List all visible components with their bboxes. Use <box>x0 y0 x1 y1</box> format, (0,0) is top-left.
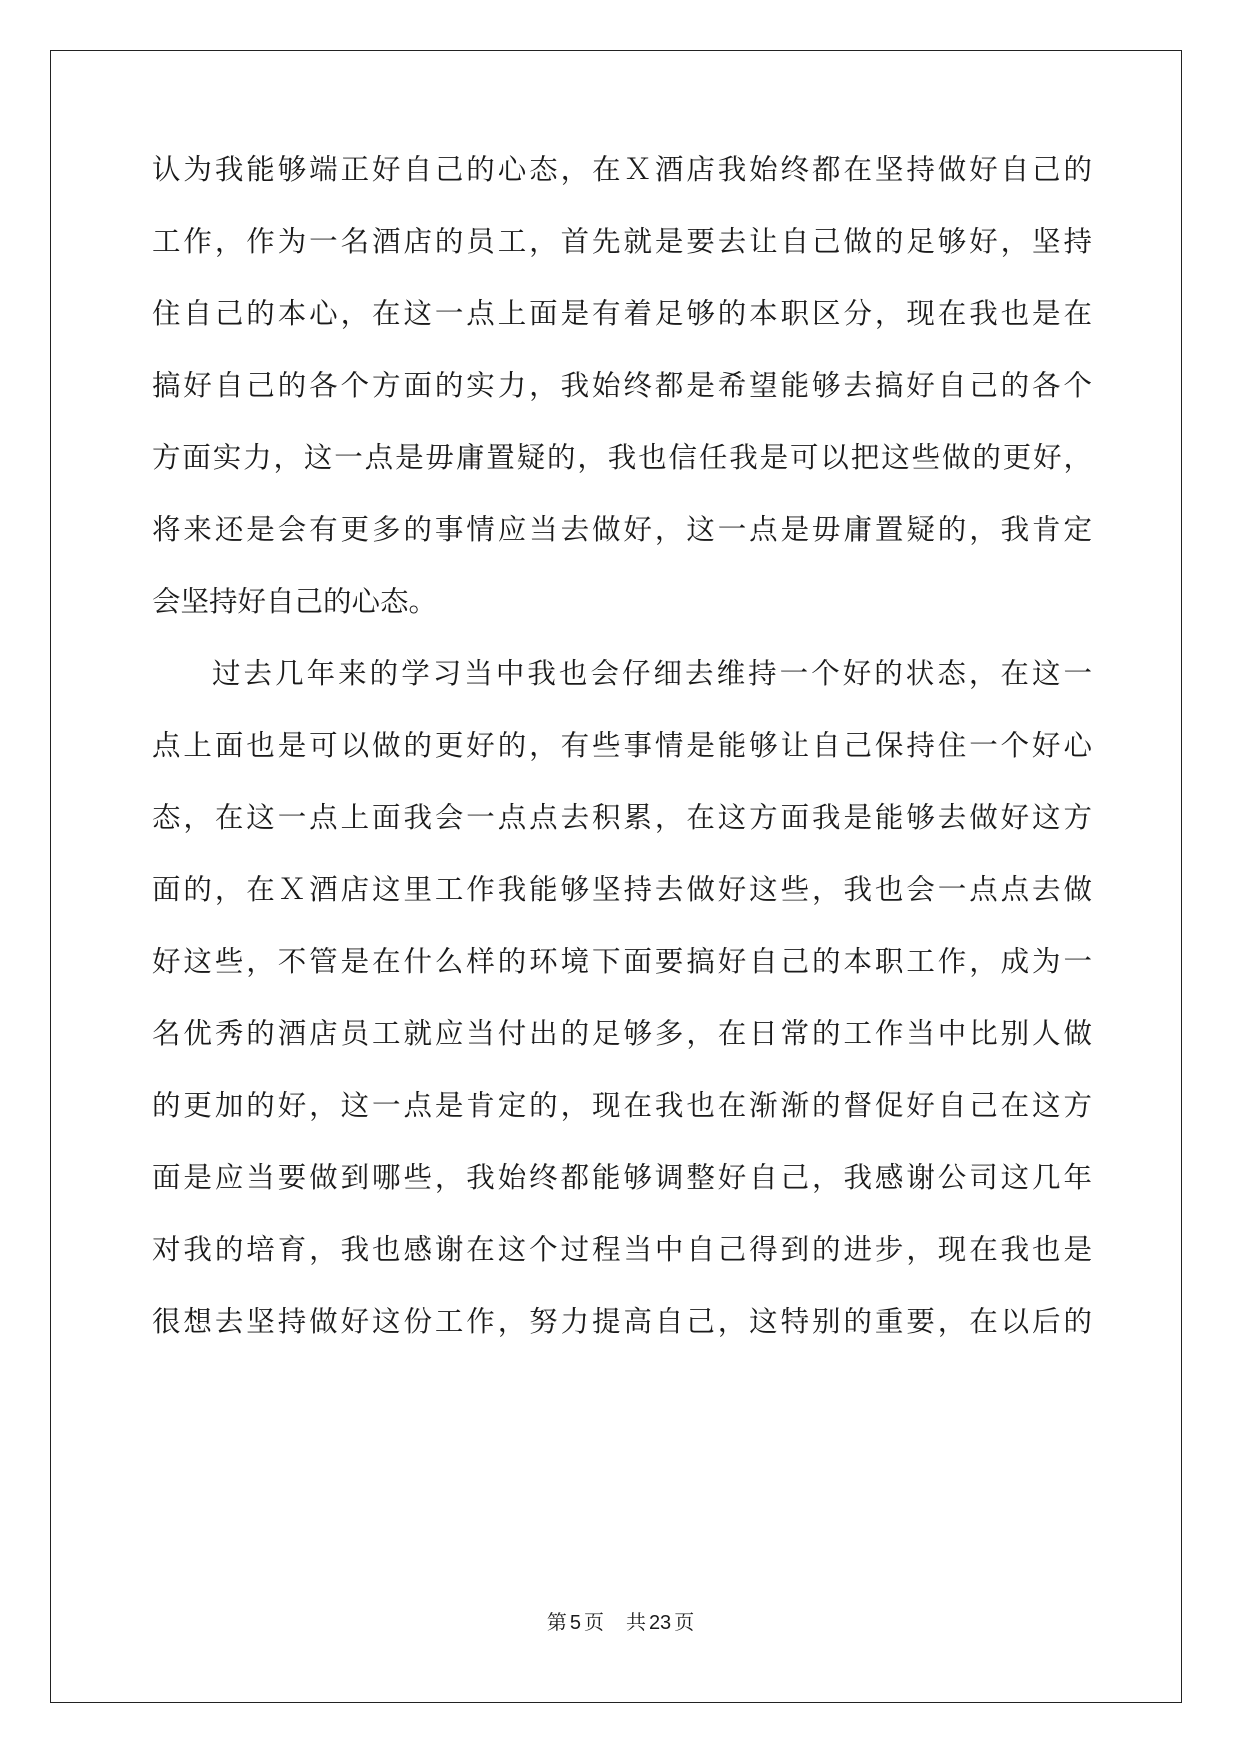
text-line: 会坚持好自己的心态。 <box>152 585 438 618</box>
text-line: 的更加的好，这一点是肯定的，现在我也在渐渐的督促好自己在这方 <box>152 1089 1092 1122</box>
page-prefix: 第 <box>546 1610 567 1634</box>
text-line: 方面实力，这一点是毋庸置疑的，我也信任我是可以把这些做的更好， <box>152 441 1092 474</box>
text-line: 点上面也是可以做的更好的，有些事情是能够让自己保持住一个好心 <box>152 729 1092 762</box>
text-line: 名优秀的酒店员工就应当付出的足够多，在日常的工作当中比别人做 <box>152 1017 1092 1050</box>
text-line: 住自己的本心，在这一点上面是有着足够的本职区分，现在我也是在 <box>152 297 1092 330</box>
text-line: 很想去坚持做好这份工作，努力提高自己，这特别的重要，在以后的 <box>152 1305 1092 1338</box>
text-line: 工作，作为一名酒店的员工，首先就是要去让自己做的足够好，坚持 <box>152 225 1092 258</box>
text-line: 将来还是会有更多的事情应当去做好，这一点是毋庸置疑的，我肯定 <box>152 513 1092 546</box>
text-line: 搞好自己的各个方面的实力，我始终都是希望能够去搞好自己的各个 <box>152 369 1092 402</box>
total-pages: 23 <box>648 1612 672 1634</box>
text-line: 认为我能够端正好自己的心态，在Ｘ酒店我始终都在坚持做好自己的 <box>152 153 1092 186</box>
total-suffix: 页 <box>674 1610 695 1634</box>
page-footer <box>0 1609 1241 1636</box>
text-line: 对我的培育，我也感谢在这个过程当中自己得到的进步，现在我也是 <box>152 1233 1092 1266</box>
text-line: 态，在这一点上面我会一点点去积累，在这方面我是能够去做好这方 <box>152 801 1092 834</box>
text-line: 面的，在Ｘ酒店这里工作我能够坚持去做好这些，我也会一点点去做 <box>152 873 1092 906</box>
text-line: 过去几年来的学习当中我也会仔细去维持一个好的状态，在这一 <box>212 657 1092 690</box>
text-line: 好这些，不管是在什么样的环境下面要搞好自己的本职工作，成为一 <box>152 945 1092 978</box>
page-number: 5 <box>569 1612 581 1634</box>
page-suffix: 页 <box>583 1610 604 1634</box>
text-line: 面是应当要做到哪些，我始终都能够调整好自己，我感谢公司这几年 <box>152 1161 1092 1194</box>
total-prefix: 共 <box>625 1610 646 1634</box>
